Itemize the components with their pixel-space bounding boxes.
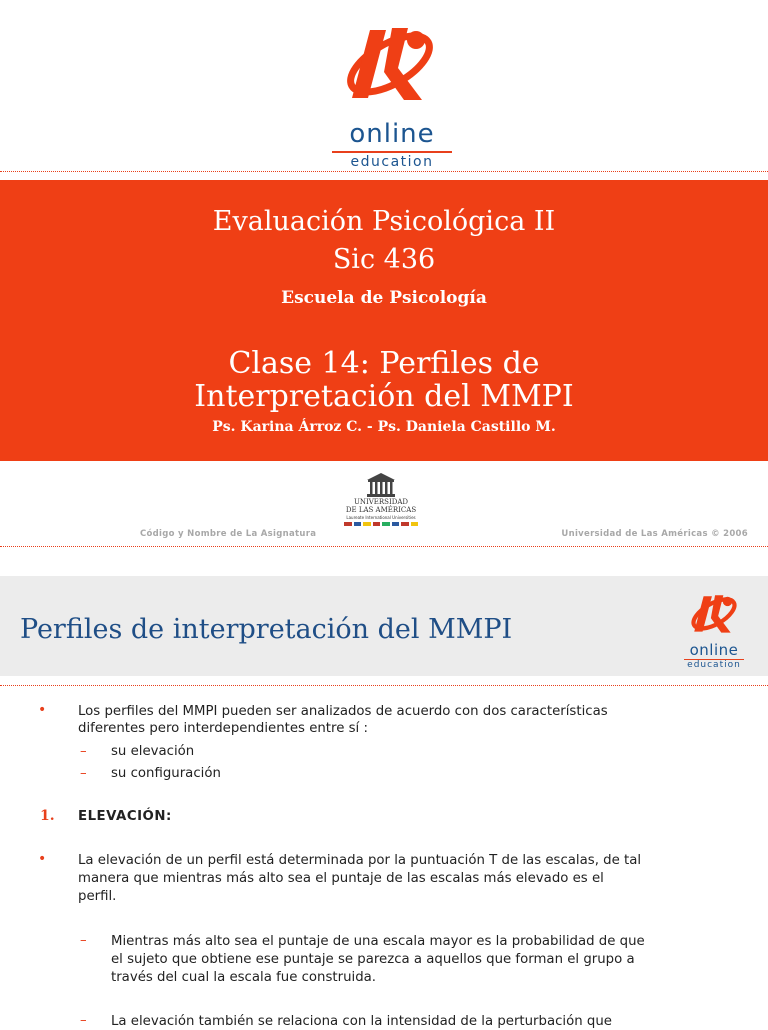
footer-divider xyxy=(0,546,768,547)
sub-item: su elevación xyxy=(111,744,195,759)
intro-line2: diferentes pero interdependientes entre sí : xyxy=(78,721,368,736)
point2-line1: La elevación también se relaciona con la intensidad de la perturbación que xyxy=(111,1014,612,1029)
logo-wordmark: online xyxy=(349,119,435,149)
slide2-divider xyxy=(0,685,768,686)
sub-item: su configuración xyxy=(111,766,221,781)
globe-logo-icon xyxy=(340,18,440,118)
course-code: Sic 436 xyxy=(332,244,436,275)
slide2-body xyxy=(0,690,768,1029)
point1-line1: Mientras más alto sea el puntaje de una escala mayor es la probabilidad de que xyxy=(111,934,645,949)
logo-subword: education xyxy=(687,660,741,670)
slide2-title: Perfiles de interpretación del MMPI xyxy=(20,614,513,645)
logo-subword: education xyxy=(350,154,434,170)
globe-logo-icon xyxy=(688,590,740,642)
section-heading: ELEVACIÓN: xyxy=(78,809,172,824)
class-title-line1: Clase 14: Perfiles de xyxy=(228,346,540,381)
class-title-line2: Interpretación del MMPI xyxy=(194,379,574,414)
building-icon xyxy=(365,472,397,498)
university-tagline: Laureate International Universities xyxy=(346,515,416,520)
school-name: Escuela de Psicología xyxy=(281,288,487,308)
online-education-logo xyxy=(318,18,466,170)
university-logo xyxy=(340,470,422,532)
university-name: UNIVERSIDAD DE LAS AMÉRICAS xyxy=(345,498,417,514)
top-divider xyxy=(0,171,768,172)
para-line3: perfil. xyxy=(78,889,117,904)
logo-wordmark: online xyxy=(689,641,739,659)
title-band xyxy=(0,180,768,461)
dash-icon: – xyxy=(80,744,87,759)
dash-icon: – xyxy=(80,1013,87,1028)
online-education-logo-small xyxy=(676,590,752,668)
footer-course-label: Código y Nombre de La Asignatura xyxy=(140,529,317,539)
dash-icon: – xyxy=(80,766,87,781)
bullet-icon: • xyxy=(38,851,47,867)
para-line1: La elevación de un perfil está determinada por la puntuación T de las escalas, de tal xyxy=(78,853,642,868)
course-title: Evaluación Psicológica II xyxy=(212,206,556,237)
section-number: 1. xyxy=(40,808,55,824)
para-line2: manera que mientras más alto sea el puntaje de las escalas más elevado es el xyxy=(78,871,604,886)
point1-line2: el sujeto que obtiene ese puntaje se parezca a aquellos que forman el grupo a xyxy=(111,952,635,967)
dash-icon: – xyxy=(80,933,87,948)
intro-line1: Los perfiles del MMPI pueden ser analizados de acuerdo con dos características xyxy=(78,704,608,719)
bullet-icon: • xyxy=(38,702,47,718)
logo-underline xyxy=(332,151,452,153)
footer-copyright: Universidad de Las Américas © 2006 xyxy=(561,529,748,539)
slide2-header xyxy=(0,576,768,676)
point1-line3: través del cual la escala fue construida. xyxy=(111,970,377,985)
flag-strip xyxy=(344,522,418,526)
slide-gap xyxy=(0,559,768,576)
authors: Ps. Karina Árroz C. - Ps. Daniela Castillo M. xyxy=(212,419,556,435)
